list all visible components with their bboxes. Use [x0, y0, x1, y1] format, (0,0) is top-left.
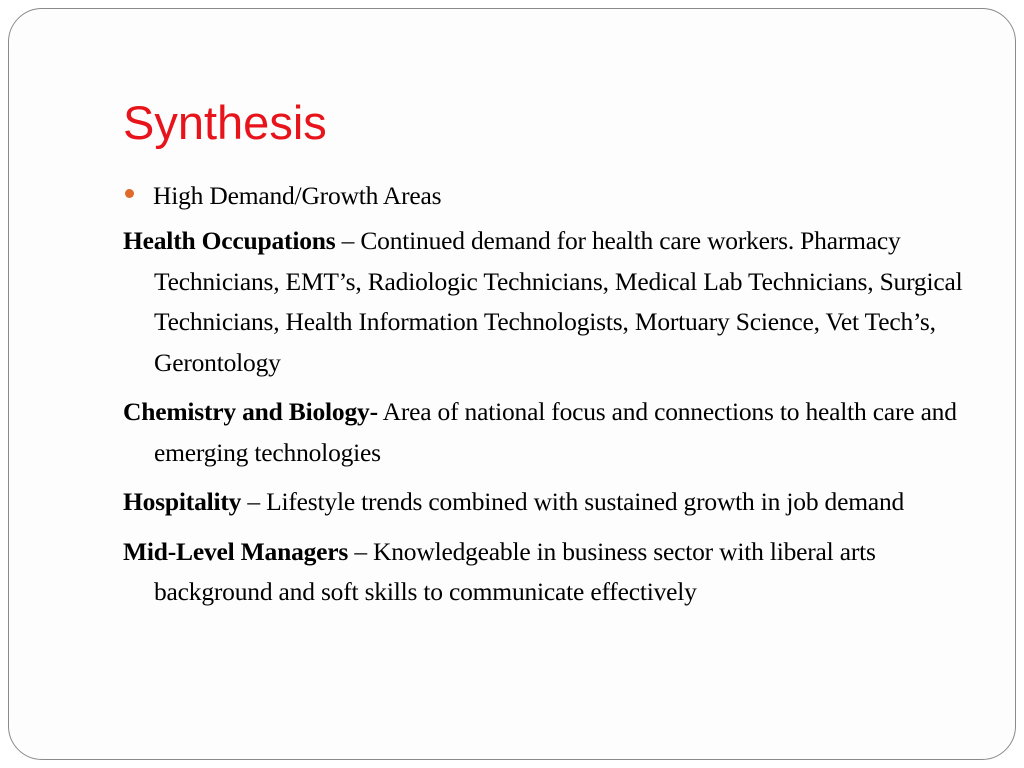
slide-content	[123, 179, 983, 622]
entry-heading: Hospitality	[123, 487, 242, 516]
entry-text: – Knowledgeable in business sector with liberal arts background and soft skills to communicate effectively	[154, 536, 876, 606]
bullet-item	[123, 179, 983, 213]
entry-heading: Chemistry and Biology-	[123, 397, 378, 426]
slide-title: Synthesis	[123, 96, 327, 149]
slide-frame	[8, 8, 1016, 760]
entry-health-occupations	[123, 221, 983, 383]
entry-mid-level-managers	[123, 532, 983, 613]
entry-text: – Lifestyle trends combined with sustained growth in job demand	[241, 487, 905, 516]
entry-text: – Continued demand for health care workers. Pharmacy Technicians, EMT’s, Radiologic Technicians, Medical Lab Technicians, Surgical Technicians, Health Information Technologists, Mortuary Science, Vet Tech’s, Gerontology	[154, 226, 963, 377]
entry-chemistry-biology	[123, 392, 983, 473]
entry-hospitality	[123, 482, 983, 523]
round-bullet-icon	[125, 189, 134, 198]
bullet-text: High Demand/Growth Areas	[153, 181, 442, 210]
entry-text: Area of national focus and connections to health care and emerging technologies	[154, 397, 957, 467]
entry-heading: Mid-Level Managers	[123, 536, 349, 566]
entry-heading: Health Occupations	[123, 226, 336, 255]
